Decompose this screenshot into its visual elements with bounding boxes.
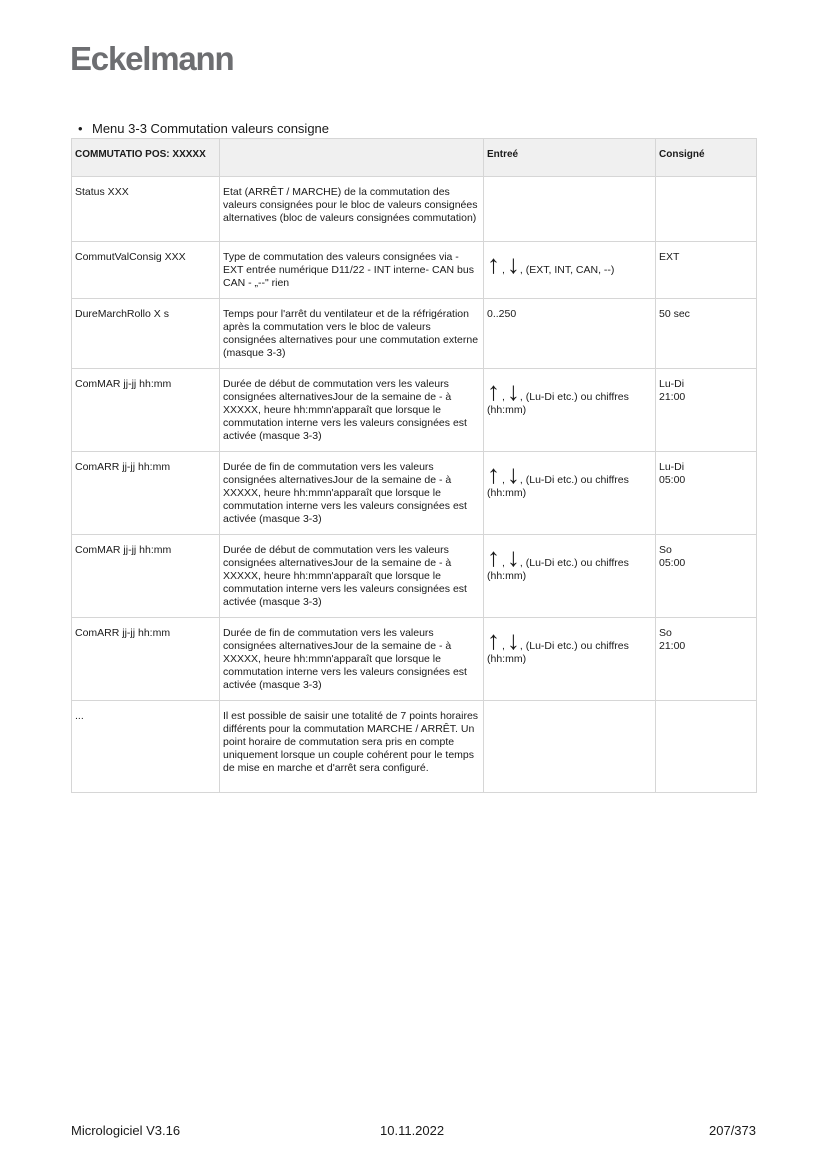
footer-firmware: Micrologiciel V3.16 [71, 1123, 181, 1138]
entry-cell: 0..250 [484, 299, 656, 369]
section-heading [78, 121, 329, 136]
table-header-row [72, 139, 757, 177]
arrow-down-icon: ↓ [506, 376, 520, 406]
entry-cell [484, 177, 656, 242]
table-row [72, 177, 757, 242]
header-description [220, 139, 484, 177]
entry-text: , (Lu-Di etc.) ou chiffres (hh:mm) [487, 391, 629, 416]
value-cell [656, 177, 757, 242]
company-logo: Eckelmann [70, 40, 234, 77]
arrow-up-icon: ↑ [487, 459, 500, 489]
entry-cell [484, 452, 656, 535]
header-param: COMMUTATIO POS: XXXXX [72, 139, 220, 177]
separator: , [502, 640, 505, 652]
description-cell: Etat (ARRÊT / MARCHE) de la commutation des valeurs consignées pour le bloc de valeurs consignées alternatives (bloc de valeurs consignées commutation) [220, 177, 484, 242]
description-cell: Durée de début de commutation vers les valeurs consignées alternativesJour de la semaine de - à XXXXX, heure hh:mmn'apparaît que lorsque le commutation interne vers les valeurs consignées est activée (masque 3-3) [220, 369, 484, 452]
param-cell: CommutValConsig XXX [72, 242, 220, 299]
entry-cell [484, 242, 656, 299]
description-cell: Durée de fin de commutation vers les valeurs consignées alternativesJour de la semaine de - à XXXXX, heure hh:mmn'apparaît que lorsque le commutation interne vers les valeurs consignées est activée (masque 3-3) [220, 618, 484, 701]
description-cell: Il est possible de saisir une totalité de 7 points horaires différents pour la commutation MARCHE / ARRÊT. Un point horaire de commutation sera pris en compte uniquement lorsque un couple cohérent pour le temps de mise en marche et d'arrêt sera configuré. [220, 701, 484, 793]
arrow-down-icon: ↓ [506, 459, 520, 489]
table-row [72, 299, 757, 369]
description-cell: Durée de début de commutation vers les valeurs consignées alternativesJour de la semaine de - à XXXXX, heure hh:mmn'apparaît que lorsque le commutation interne vers les valeurs consignées est activée (masque 3-3) [220, 535, 484, 618]
arrow-keys [487, 544, 520, 570]
param-cell: ComMAR jj-jj hh:mm [72, 369, 220, 452]
table-row [72, 369, 757, 452]
entry-text: , (Lu-Di etc.) ou chiffres (hh:mm) [487, 640, 629, 665]
header-entry: Entreé [484, 139, 656, 177]
footer-date: 10.11.2022 [380, 1123, 445, 1138]
arrow-keys [487, 461, 520, 487]
arrow-up-icon: ↑ [487, 376, 500, 406]
arrow-up-icon: ↑ [487, 249, 500, 279]
separator: , [502, 391, 505, 403]
footer-page-number: 207/373 [709, 1123, 756, 1138]
arrow-up-icon: ↑ [487, 542, 500, 572]
value-cell: 50 sec [656, 299, 757, 369]
value-cell: EXT [656, 242, 757, 299]
value-cell [656, 701, 757, 793]
table-row [72, 701, 757, 793]
param-cell: ... [72, 701, 220, 793]
param-cell: ComMAR jj-jj hh:mm [72, 535, 220, 618]
table-row [72, 242, 757, 299]
separator: , [502, 474, 505, 486]
table-row [72, 618, 757, 701]
entry-text: , (EXT, INT, CAN, --) [519, 264, 615, 276]
arrow-keys [487, 627, 520, 653]
param-cell: Status XXX [72, 177, 220, 242]
description-cell: Type de commutation des valeurs consignées via - EXT entrée numérique D11/22 - INT interne- CAN bus CAN - „--" rien [220, 242, 484, 299]
arrow-up-icon: ↑ [487, 625, 500, 655]
entry-text: , (Lu-Di etc.) ou chiffres (hh:mm) [487, 474, 629, 499]
arrow-down-icon: ↓ [506, 625, 520, 655]
value-cell: So 05:00 [656, 535, 757, 618]
description-cell: Temps pour l'arrêt du ventilateur et de la réfrigération après la commutation vers le bloc de valeurs consignées alternatives pour une commutation externe (masque 3-3) [220, 299, 484, 369]
param-cell: ComARR jj-jj hh:mm [72, 452, 220, 535]
value-cell: Lu-Di 05:00 [656, 452, 757, 535]
param-cell: DureMarchRollo X s [72, 299, 220, 369]
entry-cell [484, 701, 656, 793]
arrow-down-icon: ↓ [506, 249, 520, 279]
arrow-keys [487, 378, 520, 404]
entry-text: , (Lu-Di etc.) ou chiffres (hh:mm) [487, 557, 629, 582]
arrow-keys [487, 251, 520, 277]
value-cell: Lu-Di 21:00 [656, 369, 757, 452]
table-row [72, 452, 757, 535]
entry-cell [484, 369, 656, 452]
bullet: • [78, 121, 83, 136]
value-cell: So 21:00 [656, 618, 757, 701]
table-row [72, 535, 757, 618]
header-value: Consigné [656, 139, 757, 177]
param-cell: ComARR jj-jj hh:mm [72, 618, 220, 701]
separator: , [502, 264, 505, 276]
entry-cell [484, 618, 656, 701]
section-title-text: Menu 3-3 Commutation valeurs consigne [92, 121, 330, 136]
arrow-down-icon: ↓ [506, 542, 520, 572]
entry-cell [484, 535, 656, 618]
separator: , [502, 557, 505, 569]
description-cell: Durée de fin de commutation vers les valeurs consignées alternativesJour de la semaine de - à XXXXX, heure hh:mmn'apparaît que lorsque le commutation interne vers les valeurs consignées est activée (masque 3-3) [220, 452, 484, 535]
commutation-table [71, 138, 757, 793]
